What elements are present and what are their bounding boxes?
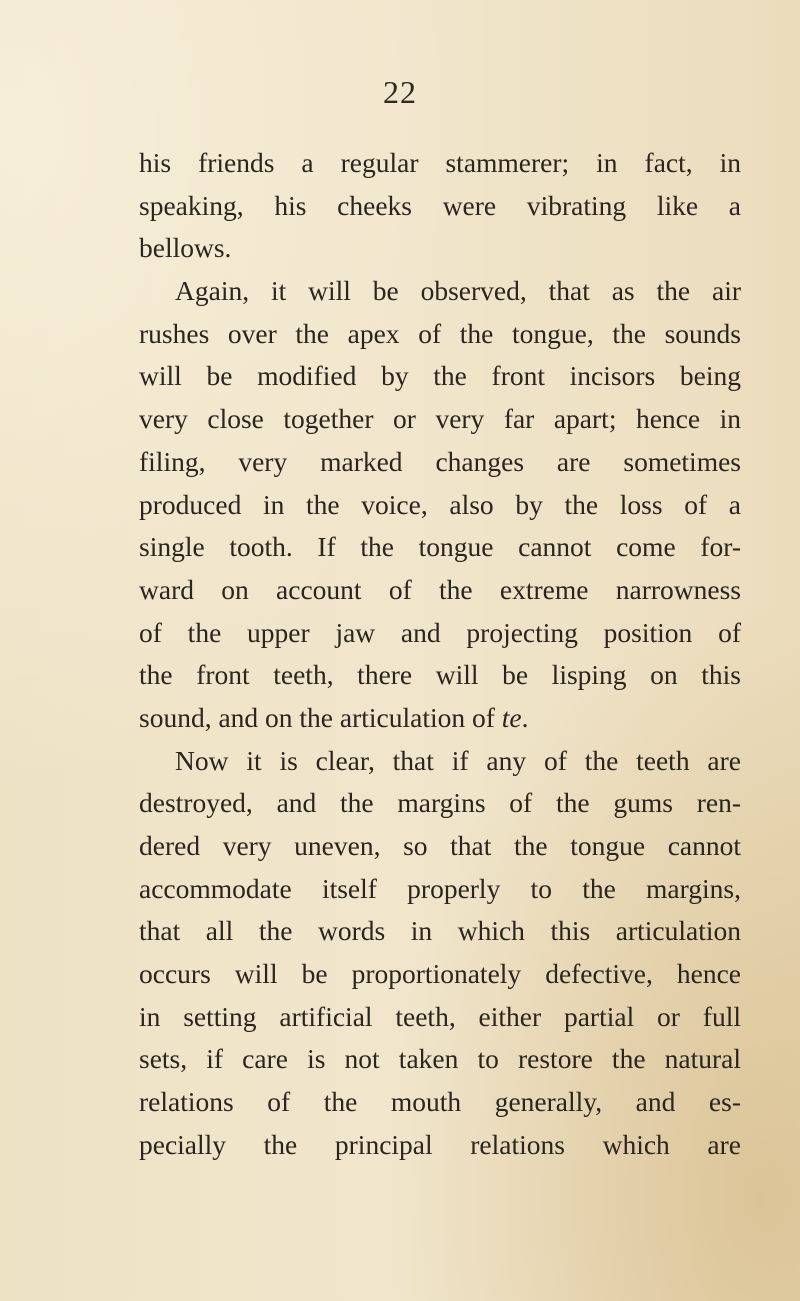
body-text — [139, 142, 741, 1167]
text-line: single tooth. If the tongue cannot come for- — [139, 531, 741, 563]
text-line: sets, if care is not taken to restore the natural — [139, 1043, 741, 1075]
sound-line-suffix: . — [521, 701, 529, 733]
text-line: destroyed, and the margins of the gums ren- — [139, 787, 741, 819]
text-line: his friends a regular stammerer; in fact, in — [139, 147, 741, 178]
sound-line-prefix: sound, and on the articulation of — [139, 701, 502, 733]
text-line: relations of the mouth generally, and es- — [139, 1086, 741, 1118]
page-number: 22 — [383, 74, 417, 110]
text-line: will be modified by the front incisors being — [139, 360, 741, 392]
text-line: that all the words in which this articulation — [139, 915, 741, 947]
text-line: produced in the voice, also by the loss of a — [139, 488, 741, 520]
paragraph-start-line: Now it is clear, that if any of the teeth are — [175, 744, 741, 776]
text-line: bellows. — [139, 232, 232, 264]
text-line: filing, very marked changes are sometimes — [139, 445, 741, 477]
text-line — [139, 697, 741, 740]
text-line: ward on account of the extreme narrowness — [139, 573, 741, 605]
text-line: very close together or very far apart; hence in — [139, 403, 741, 435]
text-line: occurs will be proportionately defective, hence — [139, 958, 741, 990]
text-line: pecially the principal relations which are — [139, 1128, 741, 1160]
text-line: rushes over the apex of the tongue, the sounds — [139, 317, 741, 349]
paragraph-start-line: Again, it will be observed, that as the air — [175, 275, 741, 307]
italic-term: te — [501, 701, 522, 733]
text-line: the front teeth, there will be lisping on this — [139, 659, 741, 691]
text-line: speaking, his cheeks were vibrating like a — [139, 189, 741, 221]
text-line: dered very uneven, so that the tongue cannot — [139, 830, 741, 861]
text-line: in setting artificial teeth, either partial or full — [139, 1000, 741, 1032]
text-line: of the upper jaw and projecting position of — [139, 616, 741, 648]
text-line: accommodate itself properly to the margins, — [139, 872, 741, 904]
